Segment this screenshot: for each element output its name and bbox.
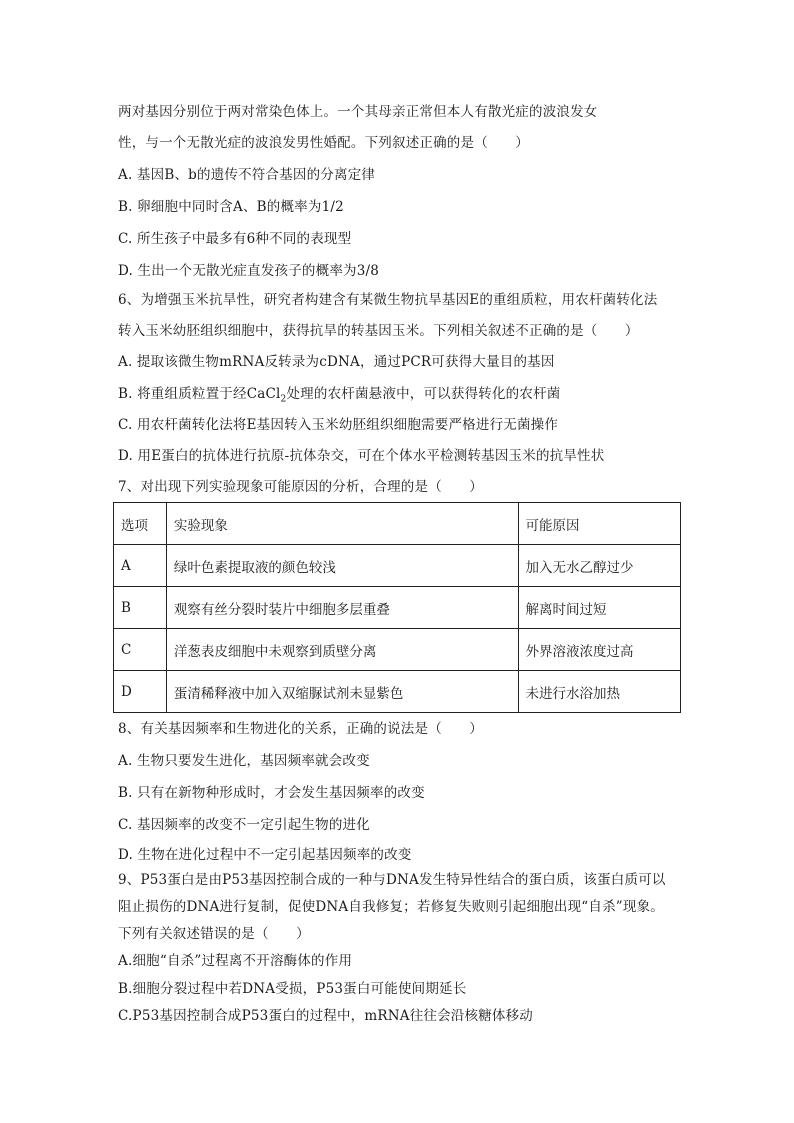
q7-stem: 7、对出现下列实验现象可能原因的分析，合理的是（ ） <box>118 479 483 495</box>
q5-option-d: D. 生出一个无散光症直发孩子的概率为3/8 <box>118 263 380 279</box>
q8-option-c: C. 基因频率的改变不一定引起生物的进化 <box>118 817 370 833</box>
table-cell: 解离时间过短 <box>518 587 680 629</box>
table-cell: C <box>114 629 167 671</box>
table-cell: B <box>114 587 167 629</box>
q9-option-a: A.细胞“自杀”过程离不开溶酶体的作用 <box>118 953 353 969</box>
q5-option-b: B. 卵细胞中同时含A、B的概率为1/2 <box>118 199 344 215</box>
table-row <box>114 587 681 629</box>
table-row <box>114 629 681 671</box>
table-cell: 绿叶色素提取液的颜色较浅 <box>166 545 518 587</box>
q6-option-b-pre: B. 将重组质粒置于经CaCl <box>118 386 281 402</box>
q9-stem-line-1: 9、P53蛋白是由P53基因控制合成的一种与DNA发生特异性结合的蛋白质，该蛋白质可以 <box>118 872 666 888</box>
table-cell: 洋葱表皮细胞中未观察到质壁分离 <box>166 629 518 671</box>
q8-option-d: D. 生物在进化过程中不一定引起基因频率的改变 <box>118 847 412 863</box>
q8-option-a: A. 生物只要发生进化，基因频率就会改变 <box>118 753 370 769</box>
table-cell: D <box>114 671 167 713</box>
table-row <box>114 671 681 713</box>
table-cell: 观察有丝分裂时装片中细胞多层重叠 <box>166 587 518 629</box>
q8-stem: 8、有关基因频率和生物进化的关系，正确的说法是（ ） <box>118 721 483 737</box>
table-cell: A <box>114 545 167 587</box>
table-row <box>114 545 681 587</box>
q6-option-a: A. 提取该微生物mRNA反转录为cDNA，通过PCR可获得大量目的基因 <box>118 354 555 370</box>
table-cell: 加入无水乙醇过少 <box>518 545 680 587</box>
q5-stem-line-2: 性，与一个无散光症的波浪发男性婚配。下列叙述正确的是（ ） <box>118 135 529 151</box>
q5-option-a: A. 基因B、b的遗传不符合基因的分离定律 <box>118 167 376 183</box>
q9-stem-line-2: 阻止损伤的DNA进行复制，促使DNA自我修复；若修复失败则引起细胞出现“自杀”现象。 <box>118 899 664 915</box>
q6-option-c: C. 用农杆菌转化法将E基因转入玉米幼胚组织细胞需要严格进行无菌操作 <box>118 417 559 433</box>
q6-option-b <box>118 385 560 409</box>
q7-table <box>113 502 681 713</box>
table-header-cell: 可能原因 <box>518 503 680 545</box>
table-cell: 蛋清稀释液中加入双缩脲试剂未显紫色 <box>166 671 518 713</box>
table-header-cell: 选项 <box>114 503 167 545</box>
q9-option-c: C.P53基因控制合成P53蛋白的过程中，mRNA往往会沿核糖体移动 <box>118 1008 533 1024</box>
table-cell: 未进行水浴加热 <box>518 671 680 713</box>
table-cell: 外界溶液浓度过高 <box>518 629 680 671</box>
q6-stem-line-1: 6、为增强玉米抗旱性，研究者构建含有某微生物抗旱基因E的重组质粒，用农杆菌转化法 <box>118 292 658 308</box>
q5-stem-line-1: 两对基因分别位于两对常染色体上。一个其母亲正常但本人有散光症的波浪发女 <box>118 104 598 120</box>
q6-option-b-post: 处理的农杆菌悬液中，可以获得转化的农杆菌 <box>286 386 561 402</box>
table-header-row <box>114 503 681 545</box>
q9-option-b: B.细胞分裂过程中若DNA受损，P53蛋白可能使间期延长 <box>118 981 467 997</box>
q9-stem-line-3: 下列有关叙述错误的是（ ） <box>118 926 310 942</box>
q8-option-b: B. 只有在新物种形成时，才会发生基因频率的改变 <box>118 785 425 801</box>
q5-option-c: C. 所生孩子中最多有6种不同的表现型 <box>118 231 352 247</box>
q6-option-b-sub: 2 <box>280 394 287 405</box>
q6-option-d: D. 用E蛋白的抗体进行抗原-抗体杂交，可在个体水平检测转基因玉米的抗旱性状 <box>118 448 605 464</box>
table-header-cell: 实验现象 <box>166 503 518 545</box>
q6-stem-line-2: 转入玉米幼胚组织细胞中，获得抗旱的转基因玉米。下列相关叙述不正确的是（ ） <box>118 323 639 339</box>
